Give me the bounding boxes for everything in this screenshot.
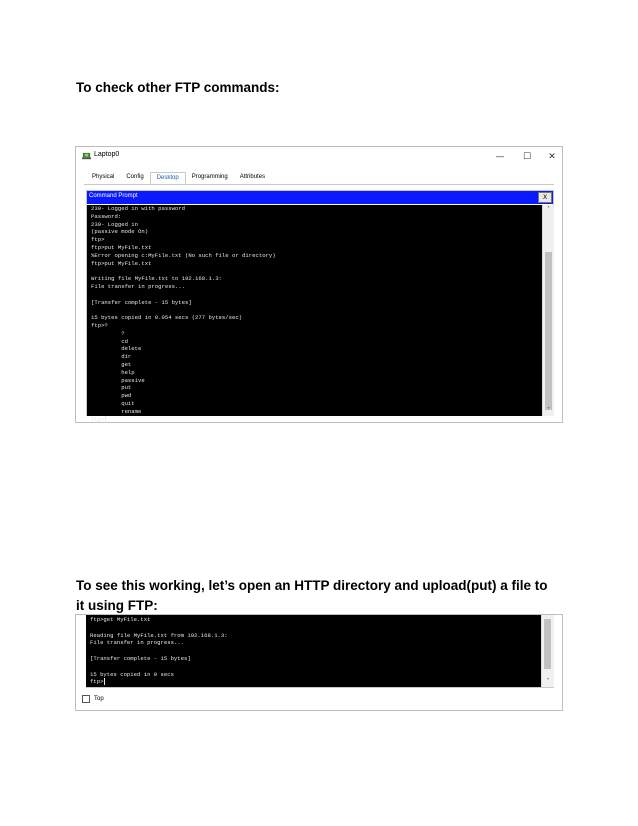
minimize-button[interactable]: — (495, 152, 505, 162)
tab-divider (84, 184, 554, 185)
terminal-line: 15 bytes copied in 0.054 secs (277 bytes/sec) (91, 314, 243, 322)
panel-divider (86, 687, 554, 688)
window-title: Laptop0 (94, 151, 120, 158)
terminal-line: [Transfer complete - 15 bytes] (90, 654, 191, 662)
terminal-line: %Error opening c:MyFile.txt (No such file or directory) (91, 251, 276, 259)
top-checkbox[interactable] (82, 695, 90, 703)
terminal-line (90, 647, 541, 655)
terminal-line: ? (91, 329, 125, 337)
terminal-line: 230- Logged in with password (91, 205, 185, 212)
section-heading-ftp-commands: To check other FTP commands: (76, 80, 280, 95)
terminal-line: ftp> (91, 236, 105, 244)
terminal-line (91, 306, 542, 314)
terminal-scrollbar[interactable] (541, 615, 554, 687)
scrollbar-thumb[interactable] (544, 619, 551, 669)
terminal-line: pwd (91, 392, 132, 400)
terminal-line: put (91, 384, 132, 392)
terminal-line: ftp>put MyFile.txt (91, 243, 152, 251)
terminal-line: ftp>get MyFile.txt (90, 616, 151, 623)
top-checkbox-row (82, 695, 104, 703)
terminal-line: 230- Logged in (91, 220, 138, 228)
tab-bar (86, 172, 271, 184)
tab-config[interactable]: Config (126, 174, 144, 180)
terminal-output[interactable] (87, 205, 542, 423)
terminal-line: get (91, 360, 132, 368)
terminal-line: ftp>? (91, 321, 108, 329)
maximize-button[interactable]: ☐ (522, 152, 532, 162)
terminal-line: ftp>put MyFile.txt (91, 259, 152, 267)
section-heading-http-upload: To see this working, let’s open an HTTP directory and upload(put) a file to it using FTP: (76, 578, 548, 613)
terminal-line (91, 267, 542, 275)
terminal-output-get[interactable] (86, 615, 541, 687)
terminal-line: passive (91, 376, 145, 384)
terminal-line: 15 bytes copied in 0 secs (90, 670, 174, 678)
chevron-down-icon[interactable]: ˅ (546, 678, 550, 685)
terminal-line: File transfer in progress... (90, 639, 184, 647)
terminal-line (91, 291, 542, 299)
tab-desktop[interactable]: Desktop (150, 172, 186, 184)
terminal-scrollbar[interactable] (542, 205, 554, 416)
command-prompt-titlebar (87, 191, 553, 204)
top-checkbox-label: Top (94, 696, 104, 702)
terminal-line: Writing file MyFile.txt to 192.168.1.3: (91, 275, 222, 283)
command-prompt-panel (86, 190, 554, 423)
terminal-line: rename (91, 407, 142, 415)
chevron-up-icon[interactable]: ˄ (547, 206, 550, 213)
terminal-line: ftp> (90, 678, 104, 686)
terminal-line: dir (91, 353, 132, 361)
terminal-line: (passive mode On) (91, 228, 149, 236)
tab-programming[interactable]: Programming (191, 174, 228, 180)
terminal-line (90, 663, 541, 671)
chevron-down-icon[interactable]: ˅ (547, 407, 550, 414)
command-prompt-close-button[interactable]: X (538, 192, 552, 203)
terminal-line (90, 624, 541, 632)
terminal-line: [Transfer complete - 15 bytes] (91, 298, 192, 306)
text-cursor (104, 678, 105, 685)
terminal-line: delete (91, 345, 142, 353)
terminal-line: quit (91, 399, 135, 407)
text-cursor (105, 416, 106, 423)
terminal-line: Password: (91, 212, 122, 220)
window-titlebar (76, 147, 562, 168)
laptop-window-screenshot (75, 146, 563, 423)
terminal-line: File transfer in progress... (91, 282, 185, 290)
terminal-line: ftp> (91, 415, 105, 423)
tab-physical[interactable]: Physical (92, 174, 115, 180)
command-prompt-title: Command Prompt (89, 193, 138, 199)
packet-tracer-laptop-icon (82, 152, 91, 161)
terminal-line: Reading file MyFile.txt from 192.168.1.3: (90, 631, 228, 639)
ftp-get-screenshot (75, 614, 563, 711)
terminal-line: cd (91, 337, 128, 345)
tab-attributes[interactable]: Attributes (239, 174, 266, 180)
close-button[interactable]: ✕ (548, 152, 556, 162)
scrollbar-thumb[interactable] (545, 252, 552, 410)
terminal-line: help (91, 368, 135, 376)
